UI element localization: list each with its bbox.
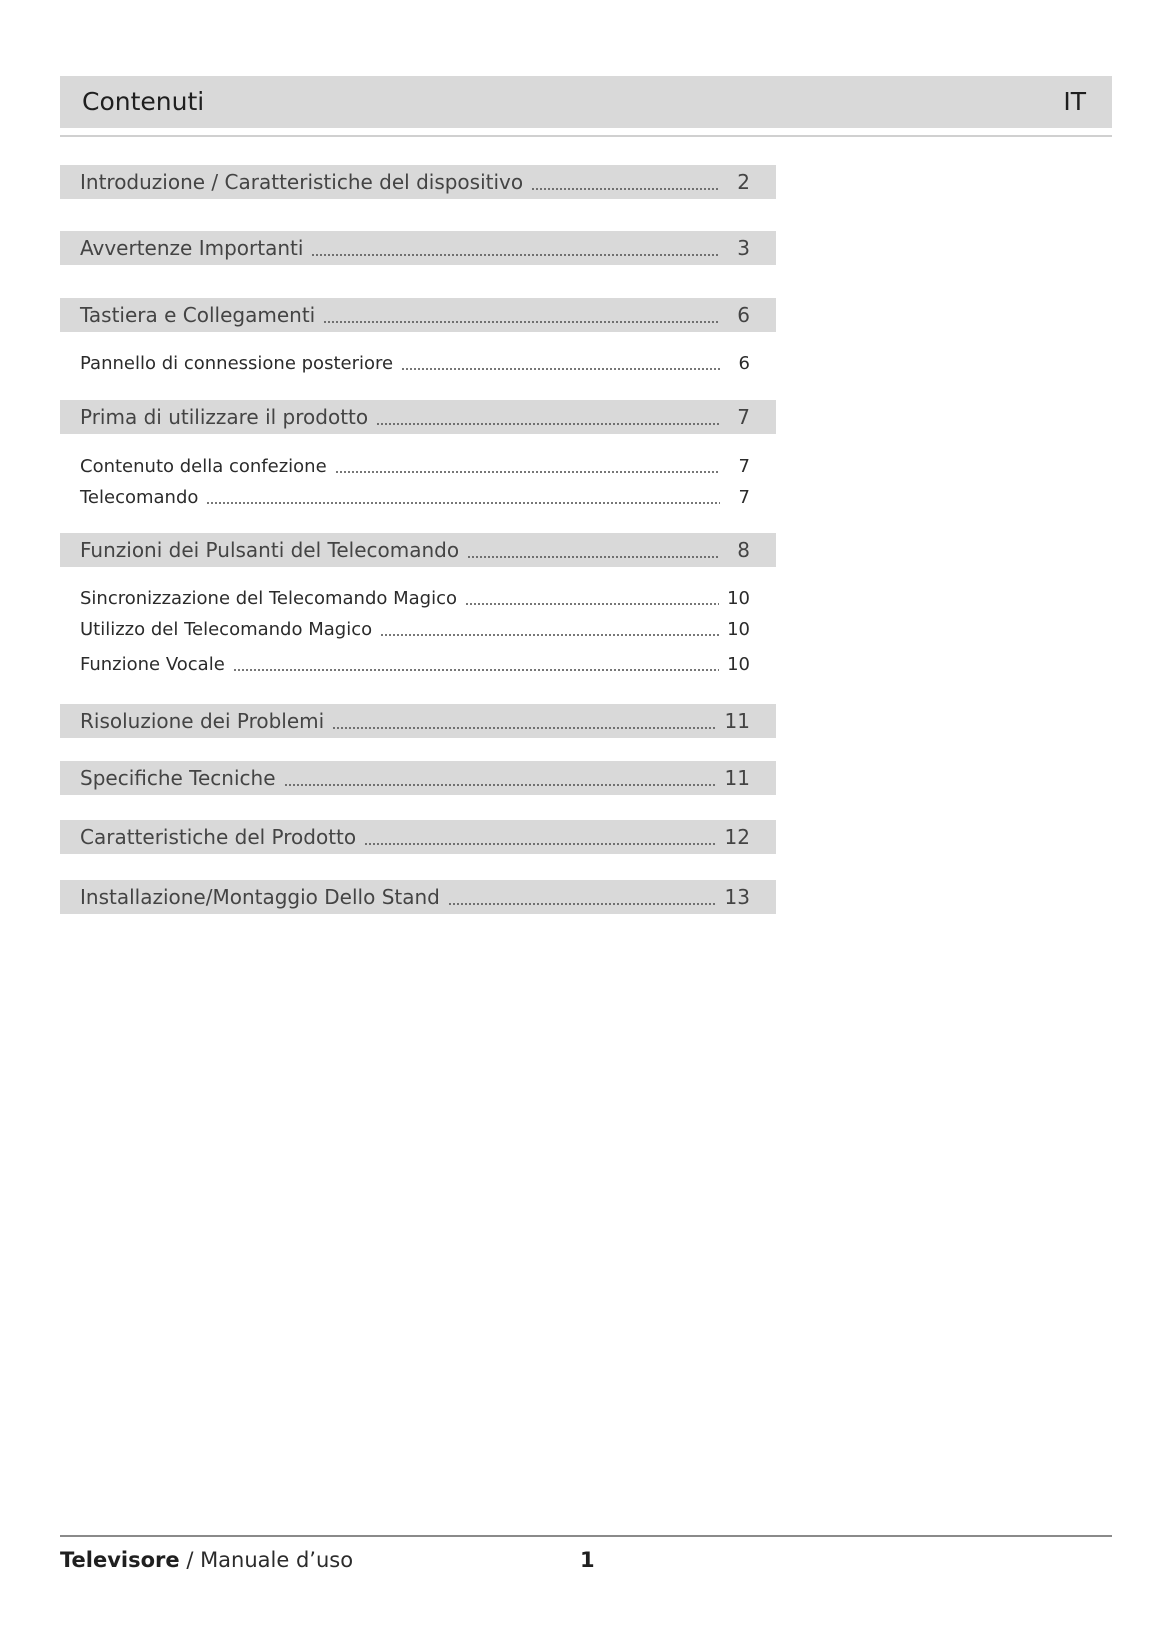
toc-entry-label: Sincronizzazione del Telecomando Magico [80,587,457,609]
contents-header [60,76,1112,128]
toc-subentry [60,451,776,481]
toc-dot-leader [531,188,720,190]
toc-entry-label: Tastiera e Collegamenti [80,303,316,327]
toc-entry-label: Funzione Vocale [80,653,225,675]
toc-entry-page: 6 [737,303,750,327]
toc-entry-label: Risoluzione dei Problemi [80,709,325,733]
toc-dot-leader [364,843,716,845]
toc-dot-leader [380,634,719,636]
toc-section-entry [60,231,776,265]
toc-subentry [60,614,776,644]
toc-entry-page: 7 [737,405,750,429]
toc-entry-page: 10 [727,653,750,675]
toc-dot-leader [376,423,720,425]
toc-entry-label: Pannello di connessione posteriore [80,352,394,374]
toc-subentry [60,583,776,613]
footer-title [60,1548,353,1572]
toc-dot-leader [467,556,720,558]
footer-doc-name: / Manuale d’uso [179,1548,354,1572]
toc-dot-leader [284,784,717,786]
toc-entry-page: 11 [724,709,750,733]
toc-dot-leader [311,254,720,256]
toc-section-entry [60,761,776,795]
toc-dot-leader [323,321,720,323]
toc-entry-label: Avvertenze Importanti [80,236,304,260]
toc-dot-leader [401,368,720,370]
toc-entry-page: 3 [737,236,750,260]
toc-section-entry [60,704,776,738]
footer-brand: Televisore [60,1548,180,1572]
toc-section-entry [60,533,776,567]
toc-subentry [60,649,776,679]
toc-entry-label: Specifiche Tecniche [80,766,276,790]
toc-entry-page: 10 [727,587,750,609]
toc-section-entry [60,880,776,914]
toc-entry-label: Installazione/Montaggio Dello Stand [80,885,440,909]
toc-entry-page: 10 [727,618,750,640]
toc-entry-page: 8 [737,538,750,562]
toc-entry-label: Funzioni dei Pulsanti del Telecomando [80,538,460,562]
footer-divider [60,1535,1112,1537]
toc-subentry [60,482,776,512]
header-divider [60,135,1112,137]
toc-entry-page: 2 [737,170,750,194]
toc-dot-leader [206,502,720,504]
toc-entry-label: Telecomando [80,486,199,508]
toc-section-entry [60,298,776,332]
language-code: IT [1063,87,1086,116]
toc-entry-page: 6 [738,352,750,374]
toc-dot-leader [233,669,719,671]
toc-dot-leader [448,903,717,905]
toc-entry-label: Prima di utilizzare il prodotto [80,405,369,429]
toc-dot-leader [335,471,720,473]
toc-subentry [60,348,776,378]
toc-section-entry [60,165,776,199]
toc-entry-page: 12 [724,825,750,849]
toc-dot-leader [465,603,719,605]
toc-section-entry [60,820,776,854]
toc-entry-label: Utilizzo del Telecomando Magico [80,618,373,640]
toc-entry-label: Introduzione / Caratteristiche del dispositivo [80,170,524,194]
toc-entry-page: 13 [724,885,750,909]
toc-entry-page: 7 [738,455,750,477]
toc-entry-label: Caratteristiche del Prodotto [80,825,357,849]
toc-section-entry [60,400,776,434]
toc-entry-page: 11 [724,766,750,790]
toc-entry-label: Contenuto della confezione [80,455,327,477]
footer-page-number: 1 [580,1548,595,1572]
toc-entry-page: 7 [738,486,750,508]
toc-dot-leader [332,727,716,729]
page-title: Contenuti [82,87,205,116]
